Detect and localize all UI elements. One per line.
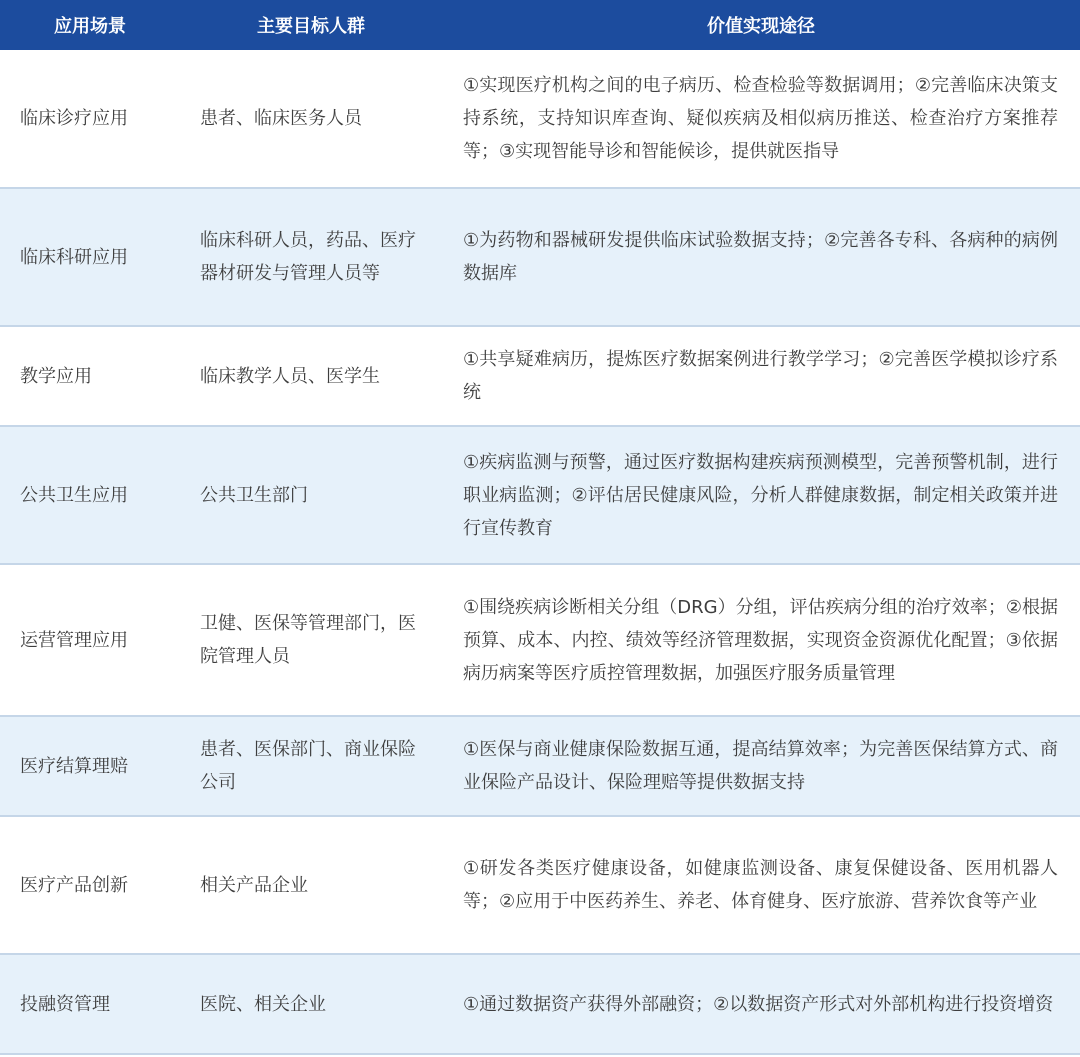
target-cell: 临床教学人员、医学生	[180, 326, 442, 426]
scene-cell: 运营管理应用	[0, 564, 180, 716]
table-row	[0, 816, 1080, 954]
scene-cell: 临床科研应用	[0, 188, 180, 326]
target-cell: 患者、医保部门、商业保险公司	[180, 716, 442, 816]
path-cell: ①疾病监测与预警，通过医疗数据构建疾病预测模型，完善预警机制，进行职业病监测；②评估居民健康风险，分析人群健康数据，制定相关政策并进行宣传教育	[442, 426, 1080, 564]
path-cell: ①医保与商业健康保险数据互通，提高结算效率；为完善医保结算方式、商业保险产品设计、保险理赔等提供数据支持	[442, 716, 1080, 816]
scene-cell: 公共卫生应用	[0, 426, 180, 564]
path-cell: ①为药物和器械研发提供临床试验数据支持；②完善各专科、各病种的病例数据库	[442, 188, 1080, 326]
table-row	[0, 426, 1080, 564]
table-row	[0, 564, 1080, 716]
target-cell: 公共卫生部门	[180, 426, 442, 564]
table-header	[0, 0, 1080, 50]
target-cell: 卫健、医保等管理部门，医院管理人员	[180, 564, 442, 716]
header-row	[0, 0, 1080, 50]
target-cell: 患者、临床医务人员	[180, 50, 442, 188]
scene-cell: 投融资管理	[0, 954, 180, 1054]
header-target: 主要目标人群	[257, 16, 365, 37]
scene-cell: 教学应用	[0, 326, 180, 426]
header-scene: 应用场景	[54, 16, 126, 37]
path-cell: ①研发各类医疗健康设备，如健康监测设备、康复保健设备、医用机器人等；②应用于中医药养生、养老、体育健身、医疗旅游、营养饮食等产业	[442, 816, 1080, 954]
path-cell: ①共享疑难病历，提炼医疗数据案例进行教学学习；②完善医学模拟诊疗系统	[442, 326, 1080, 426]
target-cell: 相关产品企业	[180, 816, 442, 954]
target-cell: 临床科研人员，药品、医疗器材研发与管理人员等	[180, 188, 442, 326]
table-row	[0, 188, 1080, 326]
table-row	[0, 716, 1080, 816]
path-cell: ①通过数据资产获得外部融资；②以数据资产形式对外部机构进行投资增资	[442, 954, 1080, 1054]
scene-cell: 医疗结算理赔	[0, 716, 180, 816]
path-cell: ①实现医疗机构之间的电子病历、检查检验等数据调用；②完善临床决策支持系统，支持知识库查询、疑似疾病及相似病历推送、检查治疗方案推荐等；③实现智能导诊和智能候诊，提供就医指导	[442, 50, 1080, 188]
table-row	[0, 326, 1080, 426]
table-row	[0, 50, 1080, 188]
target-cell: 医院、相关企业	[180, 954, 442, 1054]
table-row	[0, 954, 1080, 1054]
header-path: 价值实现途径	[707, 16, 815, 37]
scene-cell: 临床诊疗应用	[0, 50, 180, 188]
scene-cell: 医疗产品创新	[0, 816, 180, 954]
path-cell: ①围绕疾病诊断相关分组（DRG）分组，评估疾病分组的治疗效率；②根据预算、成本、内控、绩效等经济管理数据，实现资金资源优化配置；③依据病历病案等医疗质控管理数据，加强医疗服务质量管理	[442, 564, 1080, 716]
table-body	[0, 50, 1080, 1054]
